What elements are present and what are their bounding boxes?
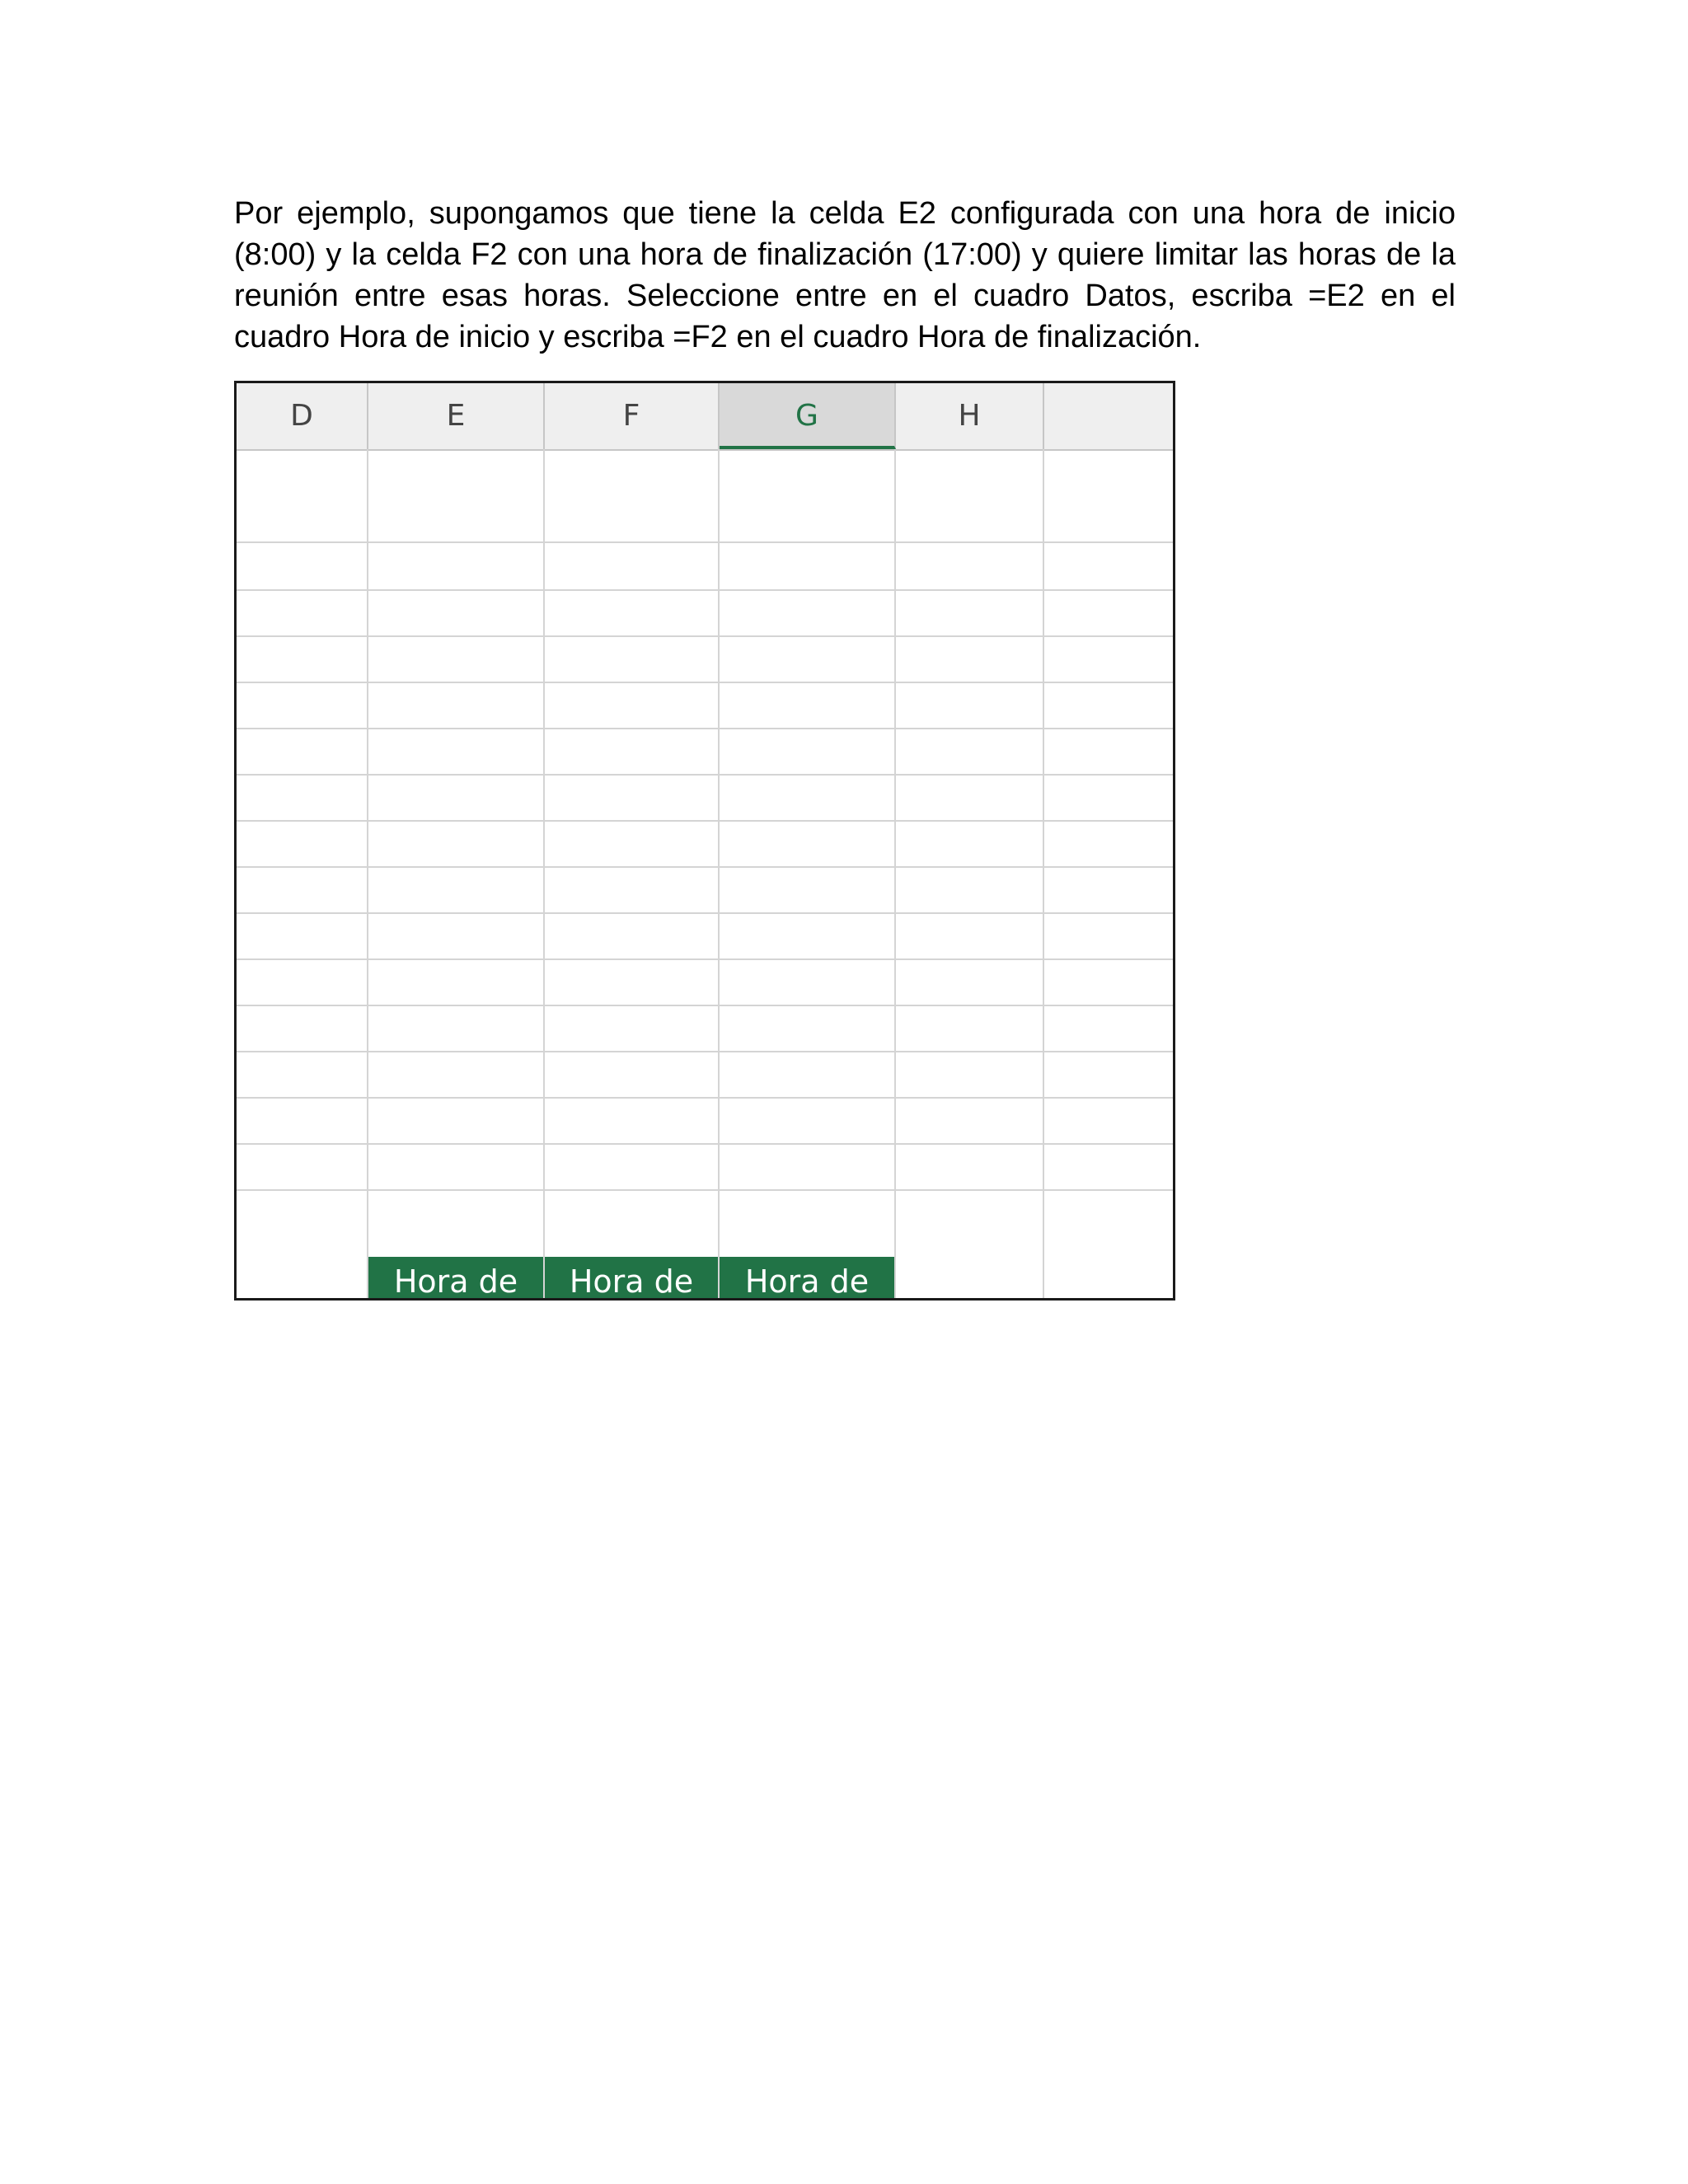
column-header-e[interactable]: E bbox=[368, 383, 545, 449]
gridline bbox=[894, 449, 896, 1298]
gridline bbox=[237, 1005, 1173, 1006]
column-header-h[interactable]: H bbox=[896, 383, 1044, 449]
column-header-bar bbox=[237, 383, 1173, 451]
gridline bbox=[237, 1097, 1173, 1099]
gridline bbox=[237, 774, 1173, 776]
gridline bbox=[237, 589, 1173, 591]
gridline bbox=[237, 1189, 1173, 1300]
column-header-g[interactable]: G bbox=[720, 383, 896, 449]
gridline bbox=[237, 635, 1173, 637]
gridline bbox=[237, 820, 1173, 822]
gridline bbox=[237, 1051, 1173, 1052]
gridline bbox=[237, 958, 1173, 960]
gridline bbox=[1043, 449, 1044, 1298]
header-cell-hora-inicio[interactable]: Hora de bbox=[368, 1257, 543, 1301]
gridline bbox=[237, 541, 1173, 543]
gridline bbox=[543, 449, 545, 1298]
gridline bbox=[367, 449, 368, 1298]
header-cell-hora-finalizacion[interactable]: Hora de bbox=[545, 1257, 718, 1301]
gridline bbox=[718, 449, 720, 1298]
gridline bbox=[237, 1143, 1173, 1145]
gridline bbox=[237, 912, 1173, 914]
header-cell-hora-reunion[interactable]: Hora de bbox=[720, 1257, 894, 1301]
intro-paragraph: Por ejemplo, supongamos que tiene la celda E2 configurada con una hora de inicio (8:00) y la celda F2 con una hora de finalización (17:00) y quiere limitar las horas de la reunión entre esas horas. Seleccione entre en el cuadro Datos, escriba =E2 en el cuadro Hora de inicio y escriba =F2 en el cuadro Hora de finalización. bbox=[234, 196, 1456, 354]
gridline bbox=[237, 728, 1173, 729]
excel-screenshot bbox=[234, 381, 1175, 1301]
column-header-f[interactable]: F bbox=[545, 383, 720, 449]
gridline bbox=[237, 866, 1173, 868]
gridline bbox=[237, 682, 1173, 683]
column-header-d[interactable]: D bbox=[237, 383, 368, 449]
